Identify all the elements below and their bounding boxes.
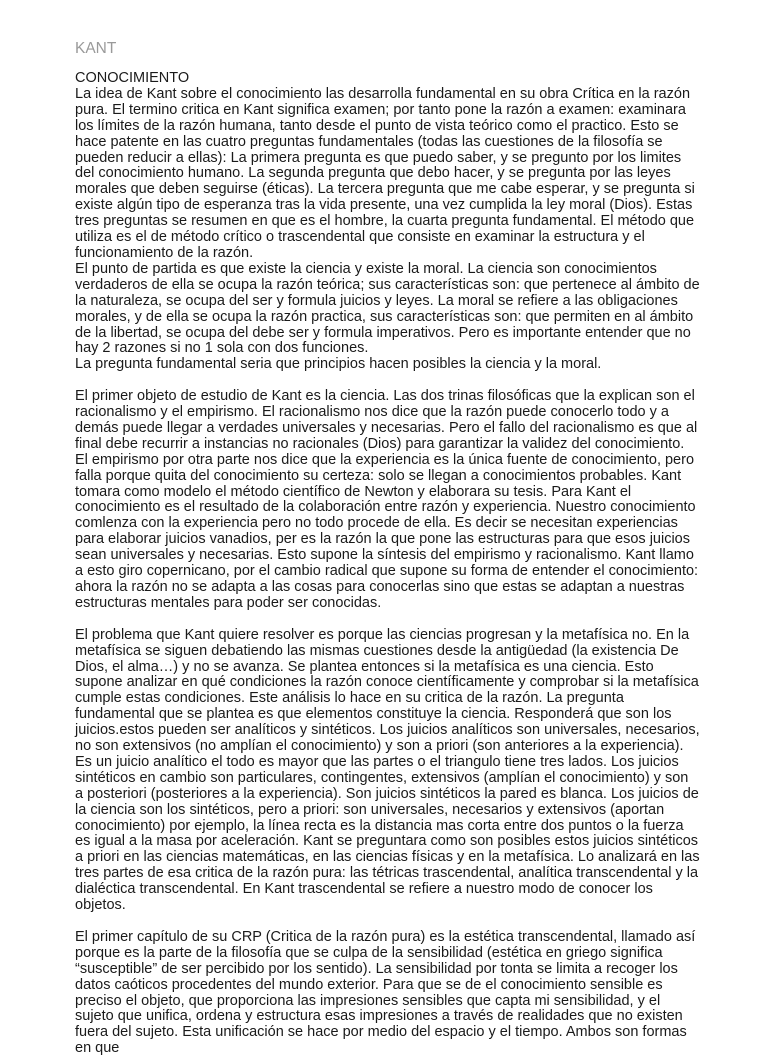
- text-block-4: [75, 930, 700, 1057]
- section-title: CONOCIMIENTO: [75, 70, 190, 86]
- paragraph-spacer: [75, 612, 700, 628]
- paragraph-spacer: [75, 373, 700, 389]
- text-block-2: [75, 389, 700, 612]
- paragraph: El primer capítulo de su CRP (Critica de la razón pura) es la estética transcendental, llamado así porque es la parte de la filosofía que se culpa de la sensibilidad (estética en griego significa “susceptible” de ser percibido por los sentido). La sensibilidad por tonta se limita a recoger los datos caóticos procedentes del mundo exterior. Para que se de el conocimiento sensible es preciso el objeto, que proporciona las impresiones sensibles que capta mi sensibilidad, y el sujeto que unifica, ordena y estructura esas impresiones a través de realidades que no existen fuera del sujeto. Esta unificación se hace por medio del espacio y el tiempo. Ambos son formas en que: [75, 928, 696, 1057]
- paragraph: La idea de Kant sobre el conocimiento las desarrolla fundamental en su obra Crítica en la razón pura. El termino critica en Kant significa examen; por tanto pone la razón a examen: examinara los límites de la razón humana, tanto desde el punto de vista teórico como el practico. Esto se hace patente en las cuatro preguntas fundamentales (todas las cuestiones de la filosofía se pueden reducir a ellas): La primera pregunta es que puedo saber, y se pregunto por los limites del conocimiento humano. La segunda pregunta que debo hacer, y se pregunta por las leyes morales que deben seguirse (éticas). La tercera pregunta que me cabe esperar, y se pregunta si existe algún tipo de esperanza tras la vida presente, una vez cumplida la ley moral (Dios). Estas tres preguntas se resumen en que es el hombre, la cuarta pregunta fundamental. El método que utiliza es el de método crítico o trascendental que consiste en examinar la estructura y el funcionamiento de la razón.: [75, 85, 695, 261]
- paragraph: El problema que Kant quiere resolver es porque las ciencias progresan y la metafísica no. En la metafísica se siguen debatiendo las mismas cuestiones desde la antigüedad (la existencia De Dios, el alma…) y no se avanza. Se plantea entonces si la metafísica es una ciencia. Esto supone analizar en qué condiciones la razón conoce científicamente y comprobar si la metafísica cumple estas condiciones. Este análisis lo hace en su critica de la razón. La pregunta fundamental que se plantea es que elementos constituye la ciencia. Responderá que son los juicios.estos pueden ser analíticos y sintéticos. Los juicios analíticos son universales, necesarios, no son extensivos (no amplían el conocimiento) y son a priori (son anteriores a la experiencia). Es un juicio analítico el todo es mayor que las partes o el triangulo tiene tres lados. Los juicios sintéticos en cambio son particulares, contingentes, extensivos (amplían el conocimiento) y son a posteriori (posteriores a la experiencia). Son juicios sintéticos la pared es blanca. Los juicios de la ciencia son los sintéticos, pero a priori: son universales, necesarios y extensivos (aportan conocimiento) por ejemplo, la línea recta es la distancia mas corta entre dos puntos o la fuerza es igual a la masa por aceleración. Kant se preguntara como son posibles estos juicios sintéticos a priori en las ciencias matemáticas, en las ciencias físicas y en la metafísica. Lo analizará en las tres partes de esa critica de la razón pura: las tétricas trascendental, analítica transcendental y la dialéctica transcendental. En Kant trascendental se refiere a nuestro modo de conocer los objetos.: [75, 626, 700, 914]
- paragraph: La pregunta fundamental seria que principios hacen posibles la ciencia y la moral.: [75, 356, 602, 373]
- document-header: KANT: [75, 40, 117, 57]
- text-block-1: [75, 87, 700, 373]
- paragraph-spacer: [75, 914, 700, 930]
- paragraph: El punto de partida es que existe la ciencia y existe la moral. La ciencia son conocimientos verdaderos de ella se ocupa la razón teórica; sus características son: que pertenece al ámbito de la naturaleza, se ocupa del ser y formula juicios y leyes. La moral se refiere a las obligaciones morales, y de ella se ocupa la razón practica, sus características son: que permiten en al ámbito de la libertad, se ocupa del debe ser y formula imperativos. Pero es importante entender que no hay 2 razones si no 1 sola con dos funciones.: [75, 260, 700, 357]
- document-body: [75, 71, 700, 1057]
- document-page: [75, 40, 700, 1057]
- paragraph: El primer objeto de estudio de Kant es la ciencia. Las dos trinas filosóficas que la explican son el racionalismo y el empirismo. El racionalismo nos dice que la razón puede conocerlo todo y a demás puede llegar a verdades universales y necesarias. Pero el fallo del racionalismo es que al final debe recurrir a instancias no racionales (Dios) para garantizar la validez del conocimiento. El empirismo por otra parte nos dice que la experiencia es la única fuente de conocimiento, pero falla porque quita del conocimiento su certeza: solo se llegan a conocimientos probables. Kant tomara como modelo el método científico de Newton y elaborara su tesis. Para Kant el conocimiento es el resultado de la colaboración entre razón y experiencia. Nuestro conocimiento comlenza con la experiencia pero no todo procede de ella. Es decir se necesitan experiencias para elaborar juicios vanadios, per es la razón la que pone las estructuras para que esos juicios sean universales y necesarias. Esto supone la síntesis del empirismo y racionalismo. Kant llamo a esto giro copernicano, por el cambio radical que supone su forma de entender el conocimiento: ahora la razón no se adapta a las cosas para conocerlas sino que estas se adaptan a nuestras estructuras mentales para poder ser conocidas.: [75, 388, 699, 611]
- text-block-3: [75, 628, 700, 914]
